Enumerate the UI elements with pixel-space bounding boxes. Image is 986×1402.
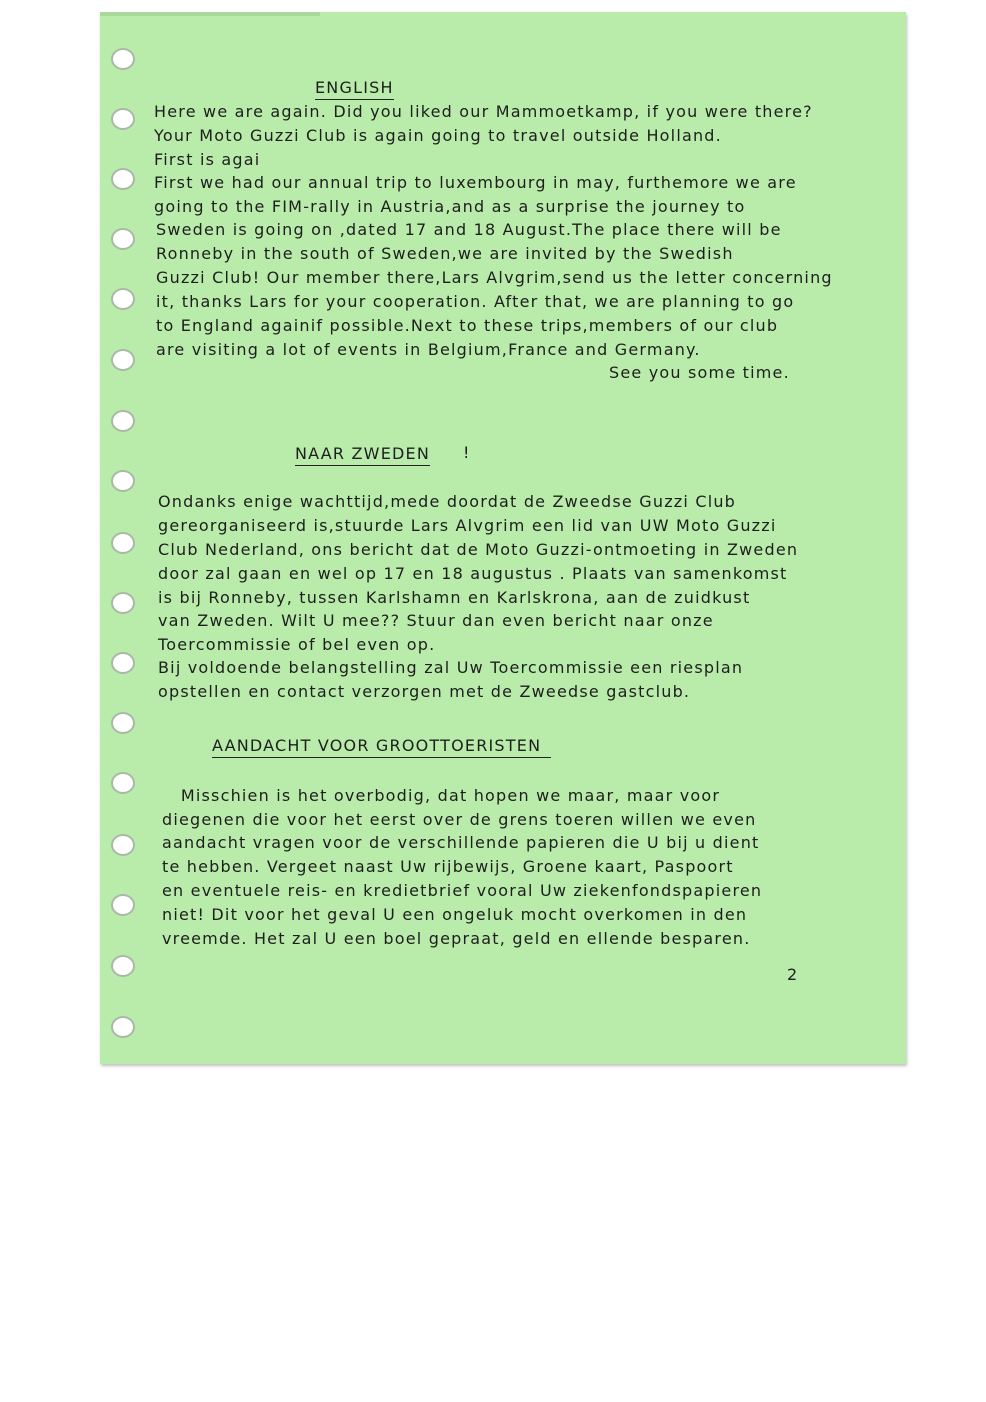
aandacht-line: te hebben. Vergeet naast Uw rijbewijs, Groene kaart, Paspoort <box>162 857 734 876</box>
aandacht-line: vreemde. Het zal U een boel gepraat, geld en ellende besparen. <box>162 929 751 948</box>
binder-hole <box>111 410 135 432</box>
english-line: Here we are again. Did you liked our Mammoetkamp, if you were there? <box>154 102 813 121</box>
naar-zweden-line: Toercommissie of bel even op. <box>158 635 436 654</box>
binder-hole <box>111 712 135 734</box>
naar-zweden-heading-mark: ! <box>463 443 471 462</box>
english-line: Ronneby in the south of Sweden,we are invited by the Swedish <box>156 244 734 263</box>
binder-hole <box>111 228 135 250</box>
english-line: it, thanks Lars for your cooperation. After that, we are planning to go <box>156 292 795 311</box>
english-line: Guzzi Club! Our member there,Lars Alvgrim,send us the letter concerning <box>156 268 833 287</box>
english-line: First we had our annual trip to luxembourg in may, furthemore we are <box>154 173 797 192</box>
page-number: 2 <box>787 965 798 984</box>
aandacht-line: en eventuele reis- en kredietbrief vooral Uw ziekenfondspapieren <box>162 881 763 900</box>
naar-zweden-line: Club Nederland, ons bericht dat de Moto Guzzi-ontmoeting in Zweden <box>158 540 799 559</box>
naar-zweden-line: opstellen en contact verzorgen met de Zweedse gastclub. <box>158 682 691 701</box>
binder-hole <box>111 168 135 190</box>
aandacht-heading: AANDACHT VOOR GROOTTOERISTEN <box>212 735 551 758</box>
binder-hole <box>111 834 135 856</box>
aandacht-line: niet! Dit voor het geval U een ongeluk mocht overkomen in den <box>162 905 748 924</box>
aandacht-line: aandacht vragen voor de verschillende papieren die U bij u dient <box>162 833 760 852</box>
binder-hole <box>111 772 135 794</box>
binder-hole <box>111 48 135 70</box>
binder-hole <box>111 955 135 977</box>
naar-zweden-line: van Zweden. Wilt U mee?? Stuur dan even bericht naar onze <box>158 611 714 630</box>
naar-zweden-heading-text: NAAR ZWEDEN <box>295 444 430 463</box>
binder-hole <box>111 1016 135 1038</box>
binder-hole <box>111 470 135 492</box>
sheet-top-edge <box>100 12 320 16</box>
english-line: Your Moto Guzzi Club is again going to travel outside Holland. <box>154 126 722 145</box>
binder-hole <box>111 108 135 130</box>
binder-hole <box>111 652 135 674</box>
english-signoff: See you some time. <box>609 363 790 382</box>
english-line: First is agai <box>154 150 261 169</box>
naar-zweden-heading <box>295 443 430 466</box>
naar-zweden-line: Bij voldoende belangstelling zal Uw Toercommissie een riesplan <box>158 658 744 677</box>
naar-zweden-line: door zal gaan en wel op 17 en 18 augustus . Plaats van samenkomst <box>158 564 788 583</box>
english-line: are visiting a lot of events in Belgium,France and Germany. <box>156 340 701 359</box>
english-line: Sweden is going on ,dated 17 and 18 August.The place there will be <box>156 220 782 239</box>
binder-hole <box>111 288 135 310</box>
aandacht-line: Misschien is het overbodig, dat hopen we maar, maar voor <box>162 786 721 805</box>
naar-zweden-line: Ondanks enige wachttijd,mede doordat de Zweedse Guzzi Club <box>158 492 737 511</box>
english-line: going to the FIM-rally in Austria,and as a surprise the journey to <box>154 197 746 216</box>
english-heading: ENGLISH <box>315 77 394 100</box>
binder-hole <box>111 894 135 916</box>
binder-hole <box>111 532 135 554</box>
english-line: to England againif possible.Next to these trips,members of our club <box>156 316 779 335</box>
binder-hole <box>111 349 135 371</box>
binder-hole <box>111 592 135 614</box>
aandacht-line: diegenen die voor het eerst over de grens toeren willen we even <box>162 810 757 829</box>
naar-zweden-line: gereorganiseerd is,stuurde Lars Alvgrim een lid van UW Moto Guzzi <box>158 516 777 535</box>
naar-zweden-line: is bij Ronneby, tussen Karlshamn en Karlskrona, aan de zuidkust <box>158 588 751 607</box>
